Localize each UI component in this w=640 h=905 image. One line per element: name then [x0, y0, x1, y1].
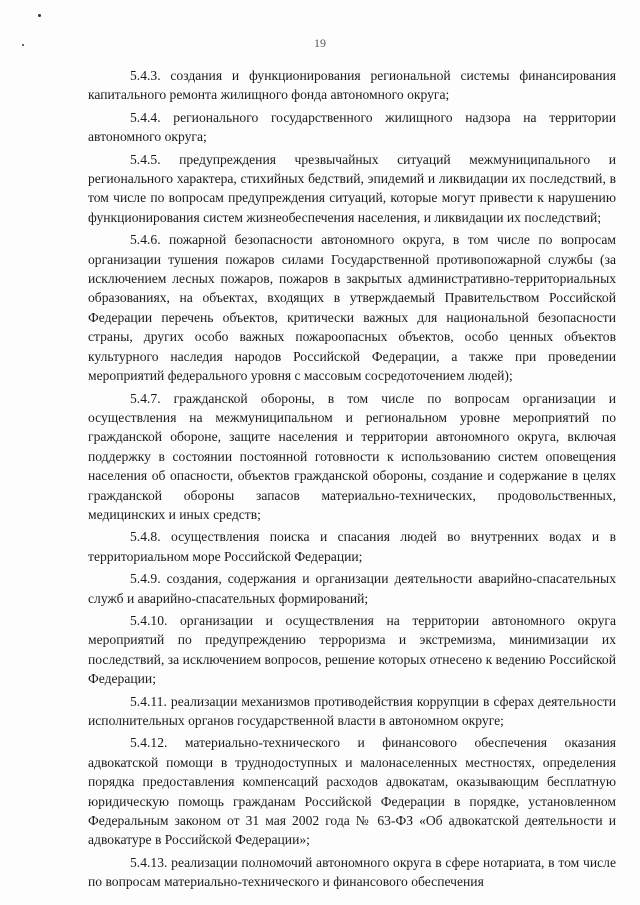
- document-body: [88, 66, 616, 895]
- paragraph-5-4-13: 5.4.13. реализации полномочий автономного округа в сфере нотариата, в том числе по вопросам материально-технического и финансового обеспечения: [88, 854, 616, 890]
- paragraph-5-4-3: 5.4.3. создания и функционирования региональной системы финансирования капитального ремонта жилищного фонда автономного округа;: [88, 68, 616, 103]
- paragraph-5-4-5: 5.4.5. предупреждения чрезвычайных ситуаций межмуниципального и регионального характера, стихийных бедствий, эпидемий и ликвидации их последствий, в том числе по вопросам предупреждения ситуаций, которые могут привести к нарушению функционирования систем жизнеобеспечения населения, и ликвидации их последствий;: [88, 151, 616, 225]
- paragraph-5-4-4: 5.4.4. регионального государственного жилищного надзора на территории автономного округа;: [88, 109, 616, 145]
- page-number: 19: [314, 36, 326, 50]
- scan-speck: [38, 14, 41, 17]
- paragraph-5-4-9: 5.4.9. создания, содержания и организации деятельности аварийно-спасательных служб и аварийно-спасательных формирований;: [88, 571, 616, 606]
- paragraph-5-4-10: 5.4.10. организации и осуществления на территории автономного округа мероприятий по предупреждению терроризма и экстремизма, минимизации их последствий, за исключением вопросов, решение которых отнесено к ведению Российской Федерации;: [88, 612, 616, 687]
- paragraph-5-4-6: 5.4.6. пожарной безопасности автономного округа, в том числе по вопросам организации тушения пожаров силами Государственной противопожарной службы (за исключением лесных пожаров, пожаров в закрытых административно-территориальных образованиях, на объектах, входящих в утверждаемый Правительством Российской Федерации перечень объектов, критически важных для национальной безопасности страны, других особо важных пожароопасных объектов, особо ценных объектов культурного наследия народов Российской Федерации, а также при проведении мероприятий федерального уровня с массовым сосредоточением людей);: [88, 232, 616, 384]
- paragraph-5-4-11: 5.4.11. реализации механизмов противодействия коррупции в сферах деятельности исполнительных органов государственной власти в автономном округе;: [88, 693, 616, 728]
- paragraph-5-4-7: 5.4.7. гражданской обороны, в том числе по вопросам организации и осуществления на межмуниципальном и региональном уровне мероприятий по гражданской обороне, защите населения и территории автономного округа, включая поддержку в состоянии постоянной готовности к использованию систем оповещения населения об опасности, объектов гражданской обороны, создание и содержание в целях гражданской обороны запасов материально-технических, продовольственных, медицинских и иных средств;: [88, 390, 616, 522]
- paragraph-5-4-8: 5.4.8. осуществления поиска и спасания людей во внутренних водах и в территориальном море Российской Федерации;: [88, 529, 616, 564]
- paragraph-5-4-12: 5.4.12. материально-технического и финансового обеспечения оказания адвокатской помощи в труднодоступных и малонаселенных местностях, определения порядка предоставления компенсаций расходов адвокатам, оказывающим бесплатную юридическую помощь гражданам Российской Федерации в порядке, установленном Федеральным законом от 31 мая 2002 года № 63-ФЗ «Об адвокатской деятельности и адвокатуре в Российской Федерации»;: [88, 735, 616, 848]
